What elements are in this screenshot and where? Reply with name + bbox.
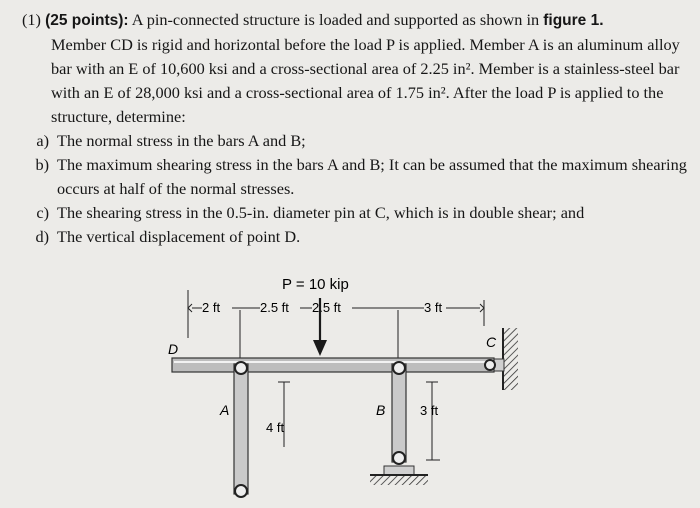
label-d: D [168, 341, 179, 357]
question-text: The shearing stress in the 0.5-in. diameter pin at C, which is in double shear; and [57, 203, 585, 222]
problem-intro-text-1: A pin-connected structure is loaded and supported as shown in [131, 10, 540, 29]
bar-b [392, 364, 406, 462]
question-item [22, 225, 694, 249]
load-label: P = 10 kip [282, 276, 349, 293]
problem-intro-text-2: Member CD is rigid and horizontal before the load P is applied. Member A is an aluminum alloy bar with an E of 10,600 ksi and a cross-sectional area of 2.25 in². Member is a stainless-steel bar with an E of 28,000 ksi and a cross-sectional area of 1.75 in². After the load P is applied to the structure, determine: [51, 35, 680, 126]
dim-2-5ft-right: 2.5 ft [312, 300, 341, 315]
problem-points: (25 points): [45, 12, 129, 29]
question-label: c) [36, 203, 49, 222]
label-c: C [486, 334, 497, 350]
question-label: a) [36, 131, 49, 150]
question-text: The maximum shearing stress in the bars A and B; It can be assumed that the maximum shearing occurs at half of the normal stresses. [57, 155, 687, 198]
question-text: The normal stress in the bars A and B; [57, 131, 306, 150]
length-dimension-ticks [278, 382, 440, 460]
question-list [22, 129, 694, 249]
question-item [22, 153, 694, 201]
bar-a [234, 364, 248, 494]
problem-intro [22, 8, 694, 33]
problem-number: (1) [22, 10, 41, 29]
question-item [22, 129, 694, 153]
problem-statement [22, 8, 694, 249]
pin-a-top [235, 362, 247, 374]
dim-3ft-b: 3 ft [420, 403, 439, 418]
dim-2ft: 2 ft [202, 300, 221, 315]
pin-b-top [393, 362, 405, 374]
structure-diagram [162, 272, 542, 503]
structure-figure [162, 272, 542, 503]
dim-4ft: 4 ft [266, 420, 285, 435]
label-b: B [376, 402, 386, 418]
dim-2-5ft-left: 2.5 ft [260, 300, 289, 315]
pin-b-bottom [393, 452, 405, 464]
question-label: d) [35, 227, 49, 246]
ground-support-b [370, 466, 428, 485]
pin-a-bottom [235, 485, 247, 497]
label-a: A [220, 402, 230, 418]
dim-3ft-top: 3 ft [424, 300, 443, 315]
pin-c [485, 360, 495, 370]
question-item [22, 201, 694, 225]
rigid-beam [172, 358, 494, 372]
question-label: b) [35, 155, 49, 174]
figure-reference: figure 1. [543, 12, 604, 29]
question-text: The vertical displacement of point D. [57, 227, 301, 246]
